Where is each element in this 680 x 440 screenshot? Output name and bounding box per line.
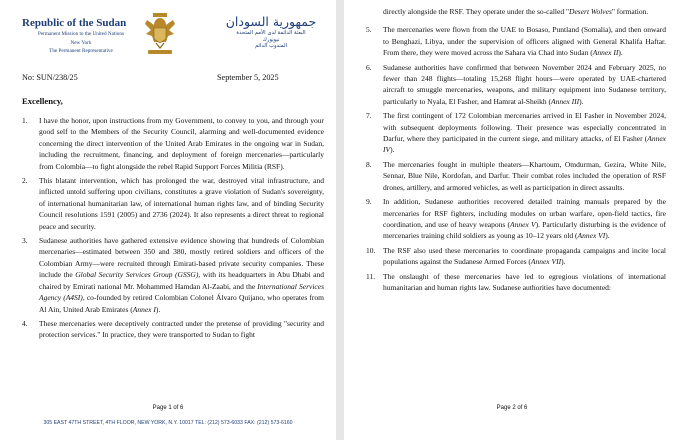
letter-body [22, 115, 324, 344]
page-number: Page 2 of 6 [496, 405, 528, 411]
text-run: , co-founded by retired Colombian Colonel Álvaro Quijano, who operates from Al Ain, United Arab Emirates ( [39, 293, 324, 314]
paragraph-number: 7. [366, 111, 372, 121]
reference-number: No: SUN/238/25 [22, 73, 78, 82]
numbered-paragraph [366, 271, 666, 294]
paragraph-number: 6. [366, 62, 372, 72]
paragraph-number: 8. [366, 159, 372, 169]
paragraph-number: 4. [22, 318, 28, 328]
letter-date: September 5, 2025 [217, 73, 279, 82]
paragraph-text: The mercenaries fought in multiple theaters—Khartoum, Omdurman, Gezira, White Nile, Sennar, Blue Nile, Kordofan, and Darfur. Their combat roles included the operation of RSF drones, artillery, and armored vehicles, as well as participation in direct assaults. [383, 159, 666, 192]
paragraph-text: This blatant intervention, which has prolonged the war, destroyed vital infrastructure, and inflicted untold suffering upon civilians, constitutes a grave violation of Sudan's sovereignty, of international humanitarian law, of international human rights law, and of binding Security Council resolutions 1591 (2005) and 2736 (2024). It also represents a direct threat to regional peace and security. [39, 176, 324, 231]
text-run: ). [561, 257, 566, 267]
paragraph-text: I have the honor, upon instructions from my Government, to convey to you, and through your good self to the Members of the Security Council, alarming and well-documented evidence concerning the direct intervention of the United Arab Emirates in the ongoing war in Sudan, including the recruitment, financing, and deployment of foreign mercenaries—particularly from Colombia—to fight alongside the rebel Rapid Support Forces Militia (RSF). [39, 116, 324, 171]
letter-page-1 [0, 0, 336, 440]
paragraph-text [39, 236, 324, 313]
mission-line-2: New York [70, 39, 92, 46]
text-run: , with its headquarters in Abu Dhabi and chaired by Emirati national Mr. Mohammed Hamdan Al-Zaabi, and the [39, 270, 324, 291]
paragraph-number: 11. [366, 271, 376, 281]
numbered-paragraph [366, 159, 666, 193]
letter-page-2 [344, 0, 680, 440]
numbered-paragraph [22, 235, 324, 315]
continuation-text [366, 6, 666, 17]
mission-line-3: The Permanent Representative [49, 48, 113, 55]
numbered-paragraph [366, 24, 666, 58]
text-run: Sudanese authorities have confirmed that between November 2024 and February 2025, no fewer than 248 flights—totaling 15,268 flight hours—were operated by UAE-chartered aircraft to smuggle mercenaries, weapons, and military equipment into Sudanese territory, particularly to Nyala, El Fasher, and Hamrat al-Sheikh ( [383, 62, 666, 106]
annex-reference: Annex IV [383, 134, 666, 155]
text-run: ). [155, 304, 161, 314]
numbered-paragraph [366, 196, 666, 242]
paragraph-text [383, 63, 666, 106]
paragraph-number: 2. [22, 176, 28, 186]
annex-reference: International Services Agency (A4SI) [39, 281, 324, 303]
arabic-mission-line-3: المندوب الدائم [254, 43, 288, 50]
text-run: The mercenaries were flown from the UAE to Bosaso, Puntland (Somalia), and then onward to Benghazi, Libya, under the supervision of officers aligned with General Khalifa Haftar. From there, they were moved across the Sahara via Chad into Sudan ( [383, 25, 666, 58]
numbered-paragraph [366, 245, 666, 268]
paragraph-text [383, 197, 666, 240]
arabic-mission-line-1: البعثة الدائمة لدى الأمم المتحدة [236, 30, 306, 36]
paragraph-text: The onslaught of these mercenaries have led to egregious violations of international humanitarian and human rights law. Sudanese authorities have documented: [383, 271, 666, 292]
arabic-republic-title: جمهورية السودان [225, 14, 317, 29]
text-run: ). [390, 145, 395, 155]
annex-reference: Global Security Services Group (GSSG) [75, 270, 199, 280]
text-run: The first contingent of 172 Colombian mercenaries arrived in El Fasher in November 2024, with subsequent deployments following. Their presence was especially concentrated in Darfur, where they participated in the current siege, and military attacks, of El Fasher ( [383, 111, 666, 144]
text-run: " formation. [611, 7, 649, 16]
annex-reference: Annex V [510, 219, 536, 229]
text-run: In addition, Sudanese authorities recovered detailed training manuals prepared by the mercenaries for RSF fighters, including modules on urban warfare, open-field tactics, fire coordination, and use of heavy weapons ( [383, 197, 666, 229]
numbered-paragraph [22, 318, 324, 341]
annex-reference: Annex VI [577, 231, 606, 241]
text-run: ). [605, 231, 610, 241]
paragraph-text [383, 111, 666, 154]
numbered-paragraph [366, 62, 666, 108]
salutation: Excellency, [22, 96, 63, 106]
numbered-paragraph [22, 175, 324, 232]
text-run: ). Particularly disturbing is the evidence of mercenaries training child soldiers as young as 10–12 years old ( [383, 219, 666, 241]
text-run: The RSF also used these mercenaries to coordinate propaganda campaigns and incite local populations against the Sudanese Armed Forces ( [383, 245, 666, 267]
letterhead-arabic [215, 14, 327, 50]
annex-reference: Annex I [132, 304, 156, 314]
text-run: Sudanese authorities have gathered extensive evidence showing that hundreds of Colombian mercenaries—estimated between 350 and 380, mostly retired soldiers and officers of the Colombian Army—were recruited through Emirati-based private security companies. These include the [39, 236, 324, 280]
paragraph-number: 9. [366, 197, 372, 207]
republic-title: Republic of the Sudan [22, 17, 127, 29]
annex-reference: Desert Wolves [569, 7, 612, 16]
letter-body [366, 6, 666, 296]
text-run: ). [618, 48, 623, 58]
mission-address-footer: 305 EAST 47TH STREET, 4TH FLOOR, NEW YORK, N.Y. 10017 TEL: (212) 573-6033 FAX: (212) 573-6160 [43, 420, 293, 426]
page-number: Page 1 of 6 [152, 405, 184, 411]
mission-line-1: Permanent Mission to the United Nations [37, 31, 125, 37]
paragraph-text [383, 25, 666, 57]
annex-reference: Annex III [550, 96, 580, 106]
paragraph-text: These mercenaries were deceptively contracted under the pretense of providing "security and protection services." In practice, they were transported to Sudan to fight [39, 318, 324, 340]
arabic-mission-line-2: نيويورك [262, 36, 280, 43]
text-run: directly alongside the RSF. They operate under the so-called " [383, 7, 570, 16]
annex-reference: Annex II [592, 48, 619, 58]
numbered-paragraph [366, 110, 666, 156]
letterhead-english [22, 17, 140, 55]
paragraph-number: 5. [366, 25, 372, 35]
numbered-paragraph [22, 115, 324, 172]
paragraph-number: 10. [366, 245, 376, 255]
annex-reference: Annex VII [530, 257, 562, 267]
paragraph-number: 3. [22, 236, 28, 246]
paragraph-number: 1. [22, 116, 28, 125]
text-run: ). [579, 96, 584, 106]
sudan-emblem-icon [143, 12, 177, 58]
paragraph-text [383, 246, 666, 266]
